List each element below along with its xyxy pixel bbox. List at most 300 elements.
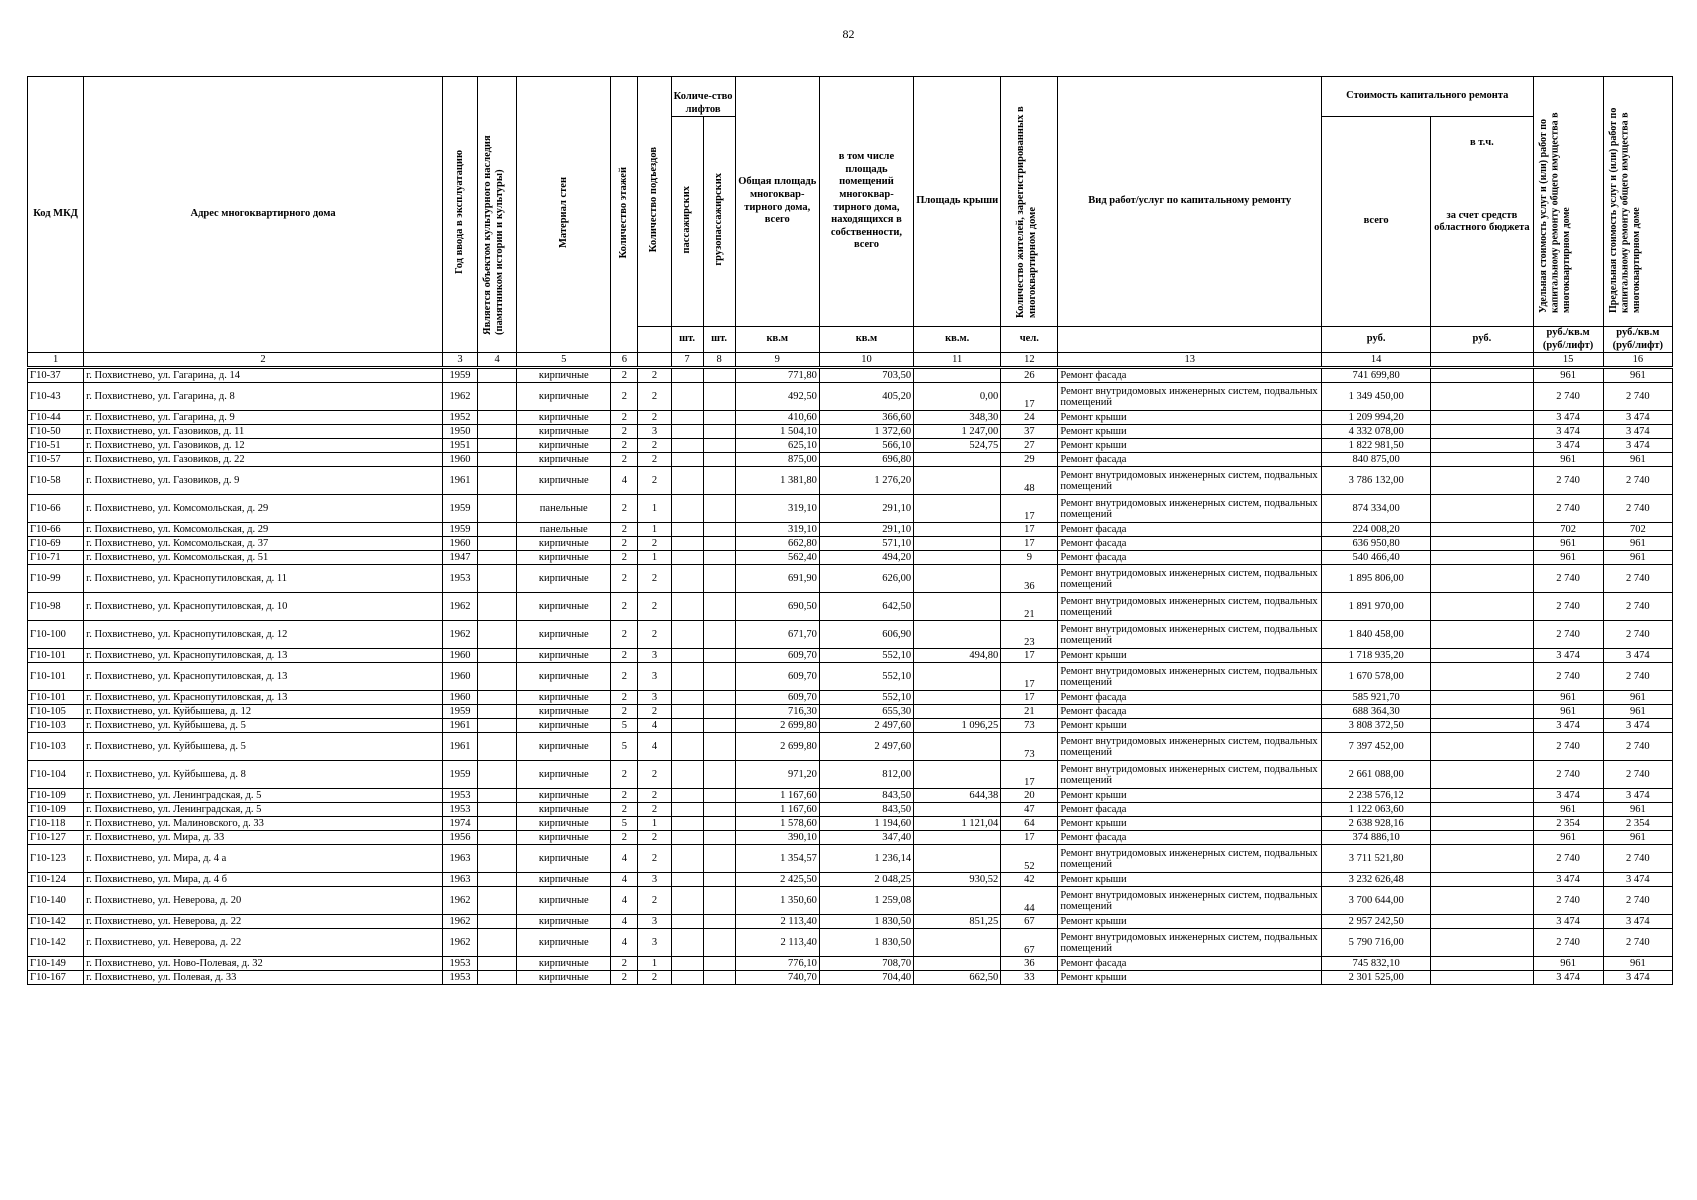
row-max-cost: 3 474 bbox=[1603, 439, 1672, 453]
row-roof-area bbox=[914, 621, 1001, 649]
row-address: г. Похвистнево, ул. Мира, д. 4 а bbox=[84, 845, 443, 873]
row-year: 1959 bbox=[442, 523, 477, 537]
row-work: Ремонт фасада bbox=[1058, 453, 1322, 467]
row-regional-budget bbox=[1431, 761, 1533, 789]
row-unit-cost: 2 740 bbox=[1533, 733, 1603, 761]
row-entrances: 2 bbox=[638, 761, 671, 789]
row-code: Г10-101 bbox=[28, 663, 84, 691]
row-work: Ремонт внутридомовых инженерных систем, подвальных помещений bbox=[1058, 845, 1322, 873]
row-unit-cost: 961 bbox=[1533, 803, 1603, 817]
row-total-area: 691,90 bbox=[735, 565, 819, 593]
row-unit-cost: 3 474 bbox=[1533, 439, 1603, 453]
row-roof-area bbox=[914, 929, 1001, 957]
row-max-cost: 2 740 bbox=[1603, 887, 1672, 915]
row-owned-area: 1 194,60 bbox=[819, 817, 913, 831]
table-row bbox=[28, 368, 1673, 383]
row-lifts-passenger bbox=[671, 621, 703, 649]
header-unit-cost: Удельная стоимость услуг и (или) работ по капитальному ремонту общего имущества в многоквартирном доме bbox=[1533, 77, 1603, 327]
row-max-cost: 2 740 bbox=[1603, 733, 1672, 761]
row-work: Ремонт внутридомовых инженерных систем, подвальных помещений bbox=[1058, 565, 1322, 593]
unit-unit-cost: руб./кв.м (руб/лифт) bbox=[1533, 327, 1603, 353]
row-residents: 33 bbox=[1001, 971, 1058, 985]
row-regional-budget bbox=[1431, 817, 1533, 831]
row-unit-cost: 2 740 bbox=[1533, 565, 1603, 593]
row-roof-area: 851,25 bbox=[914, 915, 1001, 929]
row-entrances: 1 bbox=[638, 523, 671, 537]
row-owned-area: 494,20 bbox=[819, 551, 913, 565]
row-address: г. Похвистнево, ул. Краснопутиловская, д. 13 bbox=[84, 663, 443, 691]
row-residents: 52 bbox=[1001, 845, 1058, 873]
table-row bbox=[28, 411, 1673, 425]
column-number: 15 bbox=[1533, 353, 1603, 368]
row-code: Г10-58 bbox=[28, 467, 84, 495]
unit-lifts-freight: шт. bbox=[703, 327, 735, 353]
row-total-area: 662,80 bbox=[735, 537, 819, 551]
row-code: Г10-103 bbox=[28, 733, 84, 761]
row-material: кирпичные bbox=[517, 439, 611, 453]
row-year: 1953 bbox=[442, 565, 477, 593]
row-lifts-freight bbox=[703, 761, 735, 789]
row-work: Ремонт внутридомовых инженерных систем, подвальных помещений bbox=[1058, 761, 1322, 789]
row-work: Ремонт внутридомовых инженерных систем, подвальных помещений bbox=[1058, 621, 1322, 649]
row-regional-budget bbox=[1431, 411, 1533, 425]
row-code: Г10-123 bbox=[28, 845, 84, 873]
row-code: Г10-109 bbox=[28, 789, 84, 803]
header-residents: Количество жителей, зарегистрированных в многоквартирном доме bbox=[1001, 77, 1058, 327]
row-lifts-freight bbox=[703, 383, 735, 411]
row-cost-total: 3 700 644,00 bbox=[1322, 887, 1431, 915]
row-lifts-passenger bbox=[671, 593, 703, 621]
row-heritage bbox=[478, 873, 517, 887]
table-row bbox=[28, 887, 1673, 915]
row-max-cost: 2 740 bbox=[1603, 929, 1672, 957]
row-address: г. Похвистнево, ул. Куйбышева, д. 8 bbox=[84, 761, 443, 789]
row-material: кирпичные bbox=[517, 565, 611, 593]
column-number bbox=[638, 353, 671, 368]
row-code: Г10-66 bbox=[28, 495, 84, 523]
table-row bbox=[28, 453, 1673, 467]
row-code: Г10-66 bbox=[28, 523, 84, 537]
row-year: 1953 bbox=[442, 803, 477, 817]
row-lifts-passenger bbox=[671, 691, 703, 705]
row-code: Г10-104 bbox=[28, 761, 84, 789]
row-material: кирпичные bbox=[517, 663, 611, 691]
row-address: г. Похвистнево, ул. Гагарина, д. 9 bbox=[84, 411, 443, 425]
row-lifts-freight bbox=[703, 537, 735, 551]
row-entrances: 2 bbox=[638, 971, 671, 985]
unit-roof-area: кв.м. bbox=[914, 327, 1001, 353]
row-address: г. Похвистнево, ул. Полевая, д. 33 bbox=[84, 971, 443, 985]
row-total-area: 1 167,60 bbox=[735, 789, 819, 803]
row-roof-area bbox=[914, 705, 1001, 719]
row-regional-budget bbox=[1431, 523, 1533, 537]
row-owned-area: 552,10 bbox=[819, 691, 913, 705]
row-code: Г10-57 bbox=[28, 453, 84, 467]
row-lifts-passenger bbox=[671, 873, 703, 887]
row-owned-area: 606,90 bbox=[819, 621, 913, 649]
row-address: г. Похвистнево, ул. Ленинградская, д. 5 bbox=[84, 789, 443, 803]
row-unit-cost: 961 bbox=[1533, 957, 1603, 971]
row-owned-area: 1 830,50 bbox=[819, 929, 913, 957]
row-entrances: 4 bbox=[638, 733, 671, 761]
row-lifts-passenger bbox=[671, 523, 703, 537]
row-floors: 2 bbox=[611, 537, 638, 551]
row-address: г. Похвистнево, ул. Гагарина, д. 8 bbox=[84, 383, 443, 411]
row-owned-area: 552,10 bbox=[819, 663, 913, 691]
row-max-cost: 3 474 bbox=[1603, 971, 1672, 985]
row-residents: 64 bbox=[1001, 817, 1058, 831]
row-roof-area bbox=[914, 663, 1001, 691]
row-address: г. Похвистнево, ул. Краснопутиловская, д. 13 bbox=[84, 691, 443, 705]
row-lifts-freight bbox=[703, 915, 735, 929]
row-owned-area: 1 830,50 bbox=[819, 915, 913, 929]
row-roof-area bbox=[914, 467, 1001, 495]
row-roof-area bbox=[914, 831, 1001, 845]
row-lifts-passenger bbox=[671, 929, 703, 957]
row-total-area: 609,70 bbox=[735, 663, 819, 691]
row-max-cost: 961 bbox=[1603, 957, 1672, 971]
header-cost-group: Стоимость капитального ремонта bbox=[1322, 77, 1534, 117]
row-floors: 5 bbox=[611, 719, 638, 733]
row-cost-total: 741 699,80 bbox=[1322, 368, 1431, 383]
row-floors: 4 bbox=[611, 845, 638, 873]
row-regional-budget bbox=[1431, 453, 1533, 467]
row-regional-budget bbox=[1431, 929, 1533, 957]
row-owned-area: 571,10 bbox=[819, 537, 913, 551]
row-address: г. Похвистнево, ул. Краснопутиловская, д. 10 bbox=[84, 593, 443, 621]
row-max-cost: 2 740 bbox=[1603, 565, 1672, 593]
row-residents: 21 bbox=[1001, 593, 1058, 621]
row-year: 1974 bbox=[442, 817, 477, 831]
row-owned-area: 291,10 bbox=[819, 495, 913, 523]
row-code: Г10-124 bbox=[28, 873, 84, 887]
row-max-cost: 961 bbox=[1603, 453, 1672, 467]
row-address: г. Похвистнево, ул. Куйбышева, д. 5 bbox=[84, 733, 443, 761]
row-total-area: 690,50 bbox=[735, 593, 819, 621]
row-unit-cost: 3 474 bbox=[1533, 789, 1603, 803]
row-unit-cost: 2 354 bbox=[1533, 817, 1603, 831]
row-address: г. Похвистнево, ул. Краснопутиловская, д. 11 bbox=[84, 565, 443, 593]
row-regional-budget bbox=[1431, 649, 1533, 663]
row-regional-budget bbox=[1431, 789, 1533, 803]
row-lifts-freight bbox=[703, 803, 735, 817]
header-total-area: Общая площадь многоквар-тирного дома, всего bbox=[735, 77, 819, 327]
row-address: г. Похвистнево, ул. Комсомольская, д. 51 bbox=[84, 551, 443, 565]
row-residents: 17 bbox=[1001, 691, 1058, 705]
row-year: 1960 bbox=[442, 537, 477, 551]
row-lifts-passenger bbox=[671, 368, 703, 383]
row-entrances: 2 bbox=[638, 467, 671, 495]
row-heritage bbox=[478, 971, 517, 985]
row-lifts-passenger bbox=[671, 649, 703, 663]
column-number: 11 bbox=[914, 353, 1001, 368]
table-row bbox=[28, 537, 1673, 551]
row-lifts-passenger bbox=[671, 537, 703, 551]
column-number: 13 bbox=[1058, 353, 1322, 368]
row-year: 1962 bbox=[442, 915, 477, 929]
header-including: в т.ч. за счет средств областного бюджета bbox=[1431, 117, 1533, 327]
row-code: Г10-103 bbox=[28, 719, 84, 733]
table-row bbox=[28, 649, 1673, 663]
row-lifts-passenger bbox=[671, 411, 703, 425]
row-lifts-passenger bbox=[671, 761, 703, 789]
row-residents: 17 bbox=[1001, 537, 1058, 551]
row-cost-total: 1 895 806,00 bbox=[1322, 565, 1431, 593]
row-material: кирпичные bbox=[517, 425, 611, 439]
row-unit-cost: 2 740 bbox=[1533, 621, 1603, 649]
column-number: 5 bbox=[517, 353, 611, 368]
row-year: 1950 bbox=[442, 425, 477, 439]
row-material: кирпичные bbox=[517, 368, 611, 383]
table-row bbox=[28, 593, 1673, 621]
row-total-area: 971,20 bbox=[735, 761, 819, 789]
row-lifts-freight bbox=[703, 621, 735, 649]
row-code: Г10-69 bbox=[28, 537, 84, 551]
row-unit-cost: 2 740 bbox=[1533, 887, 1603, 915]
header-lifts: Количе-ство лифтов bbox=[671, 77, 735, 117]
row-lifts-freight bbox=[703, 719, 735, 733]
row-address: г. Похвистнево, ул. Комсомольская, д. 37 bbox=[84, 537, 443, 551]
row-entrances: 3 bbox=[638, 929, 671, 957]
row-residents: 17 bbox=[1001, 831, 1058, 845]
header-max-cost: Предельная стоимость услуг и (или) работ по капитальному ремонту общего имущества в многоквартирном доме bbox=[1603, 77, 1672, 327]
row-lifts-freight bbox=[703, 929, 735, 957]
row-owned-area: 366,60 bbox=[819, 411, 913, 425]
row-code: Г10-99 bbox=[28, 565, 84, 593]
row-max-cost: 2 740 bbox=[1603, 663, 1672, 691]
row-residents: 26 bbox=[1001, 368, 1058, 383]
row-address: г. Похвистнево, ул. Неверова, д. 22 bbox=[84, 929, 443, 957]
row-cost-total: 7 397 452,00 bbox=[1322, 733, 1431, 761]
row-heritage bbox=[478, 523, 517, 537]
row-lifts-passenger bbox=[671, 971, 703, 985]
row-lifts-passenger bbox=[671, 467, 703, 495]
row-regional-budget bbox=[1431, 565, 1533, 593]
row-max-cost: 3 474 bbox=[1603, 789, 1672, 803]
row-code: Г10-100 bbox=[28, 621, 84, 649]
row-heritage bbox=[478, 467, 517, 495]
table-row bbox=[28, 971, 1673, 985]
row-roof-area bbox=[914, 845, 1001, 873]
row-address: г. Похвистнево, ул. Мира, д. 4 б bbox=[84, 873, 443, 887]
row-material: кирпичные bbox=[517, 411, 611, 425]
row-code: Г10-43 bbox=[28, 383, 84, 411]
row-total-area: 625,10 bbox=[735, 439, 819, 453]
row-regional-budget bbox=[1431, 467, 1533, 495]
row-roof-area bbox=[914, 523, 1001, 537]
row-work: Ремонт фасада bbox=[1058, 957, 1322, 971]
row-owned-area: 843,50 bbox=[819, 803, 913, 817]
row-roof-area bbox=[914, 691, 1001, 705]
column-number-row bbox=[28, 353, 1673, 368]
row-address: г. Похвистнево, ул. Краснопутиловская, д. 12 bbox=[84, 621, 443, 649]
row-lifts-freight bbox=[703, 439, 735, 453]
row-total-area: 1 504,10 bbox=[735, 425, 819, 439]
row-year: 1960 bbox=[442, 691, 477, 705]
row-floors: 2 bbox=[611, 831, 638, 845]
row-address: г. Похвистнево, ул. Малиновского, д. 33 bbox=[84, 817, 443, 831]
row-owned-area: 347,40 bbox=[819, 831, 913, 845]
row-max-cost: 961 bbox=[1603, 368, 1672, 383]
row-year: 1961 bbox=[442, 719, 477, 733]
row-code: Г10-167 bbox=[28, 971, 84, 985]
row-total-area: 740,70 bbox=[735, 971, 819, 985]
row-code: Г10-98 bbox=[28, 593, 84, 621]
row-max-cost: 961 bbox=[1603, 691, 1672, 705]
row-lifts-passenger bbox=[671, 495, 703, 523]
column-number: 2 bbox=[84, 353, 443, 368]
row-floors: 2 bbox=[611, 368, 638, 383]
row-year: 1962 bbox=[442, 621, 477, 649]
row-residents: 47 bbox=[1001, 803, 1058, 817]
row-owned-area: 1 372,60 bbox=[819, 425, 913, 439]
row-roof-area bbox=[914, 803, 1001, 817]
row-owned-area: 552,10 bbox=[819, 649, 913, 663]
row-entrances: 2 bbox=[638, 705, 671, 719]
header-code: Код МКД bbox=[28, 77, 84, 353]
row-regional-budget bbox=[1431, 831, 1533, 845]
table-row bbox=[28, 495, 1673, 523]
row-code: Г10-51 bbox=[28, 439, 84, 453]
row-lifts-freight bbox=[703, 971, 735, 985]
row-owned-area: 708,70 bbox=[819, 957, 913, 971]
row-total-area: 609,70 bbox=[735, 649, 819, 663]
row-year: 1963 bbox=[442, 873, 477, 887]
table-row bbox=[28, 663, 1673, 691]
row-cost-total: 745 832,10 bbox=[1322, 957, 1431, 971]
row-owned-area: 405,20 bbox=[819, 383, 913, 411]
row-year: 1947 bbox=[442, 551, 477, 565]
row-unit-cost: 2 740 bbox=[1533, 663, 1603, 691]
row-entrances: 2 bbox=[638, 887, 671, 915]
row-year: 1959 bbox=[442, 761, 477, 789]
row-code: Г10-140 bbox=[28, 887, 84, 915]
row-owned-area: 626,00 bbox=[819, 565, 913, 593]
table-row bbox=[28, 845, 1673, 873]
row-floors: 2 bbox=[611, 761, 638, 789]
table-row bbox=[28, 817, 1673, 831]
row-cost-total: 1 122 063,60 bbox=[1322, 803, 1431, 817]
row-year: 1960 bbox=[442, 649, 477, 663]
row-unit-cost: 2 740 bbox=[1533, 845, 1603, 873]
row-work: Ремонт крыши bbox=[1058, 649, 1322, 663]
row-floors: 2 bbox=[611, 495, 638, 523]
row-heritage bbox=[478, 411, 517, 425]
row-code: Г10-149 bbox=[28, 957, 84, 971]
row-lifts-passenger bbox=[671, 383, 703, 411]
row-max-cost: 3 474 bbox=[1603, 915, 1672, 929]
row-heritage bbox=[478, 691, 517, 705]
row-total-area: 2 113,40 bbox=[735, 915, 819, 929]
row-roof-area: 1 247,00 bbox=[914, 425, 1001, 439]
row-heritage bbox=[478, 663, 517, 691]
row-work: Ремонт фасада bbox=[1058, 803, 1322, 817]
table-row bbox=[28, 761, 1673, 789]
row-heritage bbox=[478, 439, 517, 453]
row-owned-area: 1 259,08 bbox=[819, 887, 913, 915]
row-entrances: 1 bbox=[638, 495, 671, 523]
row-heritage bbox=[478, 817, 517, 831]
row-unit-cost: 961 bbox=[1533, 691, 1603, 705]
row-floors: 4 bbox=[611, 915, 638, 929]
row-total-area: 776,10 bbox=[735, 957, 819, 971]
row-work: Ремонт крыши bbox=[1058, 789, 1322, 803]
row-year: 1960 bbox=[442, 453, 477, 467]
row-floors: 2 bbox=[611, 957, 638, 971]
row-floors: 2 bbox=[611, 803, 638, 817]
row-total-area: 2 699,80 bbox=[735, 719, 819, 733]
row-regional-budget bbox=[1431, 705, 1533, 719]
row-lifts-freight bbox=[703, 873, 735, 887]
table-row bbox=[28, 719, 1673, 733]
row-max-cost: 3 474 bbox=[1603, 719, 1672, 733]
unit-regional-budget: руб. bbox=[1431, 327, 1533, 353]
row-address: г. Похвистнево, ул. Комсомольская, д. 29 bbox=[84, 523, 443, 537]
row-unit-cost: 2 740 bbox=[1533, 593, 1603, 621]
row-regional-budget bbox=[1431, 719, 1533, 733]
row-total-area: 771,80 bbox=[735, 368, 819, 383]
row-floors: 5 bbox=[611, 733, 638, 761]
row-entrances: 2 bbox=[638, 621, 671, 649]
row-lifts-freight bbox=[703, 368, 735, 383]
row-entrances: 3 bbox=[638, 915, 671, 929]
row-residents: 36 bbox=[1001, 957, 1058, 971]
row-regional-budget bbox=[1431, 887, 1533, 915]
row-address: г. Похвистнево, ул. Газовиков, д. 22 bbox=[84, 453, 443, 467]
row-unit-cost: 3 474 bbox=[1533, 649, 1603, 663]
row-max-cost: 2 740 bbox=[1603, 621, 1672, 649]
row-roof-area: 494,80 bbox=[914, 649, 1001, 663]
row-work: Ремонт внутридомовых инженерных систем, подвальных помещений bbox=[1058, 929, 1322, 957]
row-regional-budget bbox=[1431, 368, 1533, 383]
row-entrances: 2 bbox=[638, 453, 671, 467]
row-cost-total: 3 711 521,80 bbox=[1322, 845, 1431, 873]
row-floors: 2 bbox=[611, 789, 638, 803]
row-material: кирпичные bbox=[517, 817, 611, 831]
capital-repair-body bbox=[27, 76, 1673, 985]
row-max-cost: 3 474 bbox=[1603, 873, 1672, 887]
row-max-cost: 2 740 bbox=[1603, 593, 1672, 621]
row-work: Ремонт внутридомовых инженерных систем, подвальных помещений bbox=[1058, 593, 1322, 621]
row-residents: 23 bbox=[1001, 621, 1058, 649]
row-material: кирпичные bbox=[517, 467, 611, 495]
row-code: Г10-71 bbox=[28, 551, 84, 565]
row-work: Ремонт внутридомовых инженерных систем, подвальных помещений bbox=[1058, 887, 1322, 915]
row-residents: 48 bbox=[1001, 467, 1058, 495]
row-address: г. Похвистнево, ул. Газовиков, д. 12 bbox=[84, 439, 443, 453]
row-regional-budget bbox=[1431, 551, 1533, 565]
column-number: 7 bbox=[671, 353, 703, 368]
row-residents: 37 bbox=[1001, 425, 1058, 439]
table-row bbox=[28, 383, 1673, 411]
row-lifts-passenger bbox=[671, 453, 703, 467]
row-unit-cost: 2 740 bbox=[1533, 383, 1603, 411]
row-work: Ремонт крыши bbox=[1058, 817, 1322, 831]
row-residents: 73 bbox=[1001, 719, 1058, 733]
header-year: Год ввода в эксплуатацию bbox=[442, 77, 477, 353]
row-unit-cost: 2 740 bbox=[1533, 761, 1603, 789]
row-max-cost: 961 bbox=[1603, 537, 1672, 551]
table-row bbox=[28, 957, 1673, 971]
row-lifts-freight bbox=[703, 831, 735, 845]
row-material: кирпичные bbox=[517, 971, 611, 985]
row-code: Г10-118 bbox=[28, 817, 84, 831]
row-floors: 2 bbox=[611, 593, 638, 621]
row-lifts-passenger bbox=[671, 719, 703, 733]
table-row bbox=[28, 621, 1673, 649]
row-roof-area: 930,52 bbox=[914, 873, 1001, 887]
row-owned-area: 1 236,14 bbox=[819, 845, 913, 873]
